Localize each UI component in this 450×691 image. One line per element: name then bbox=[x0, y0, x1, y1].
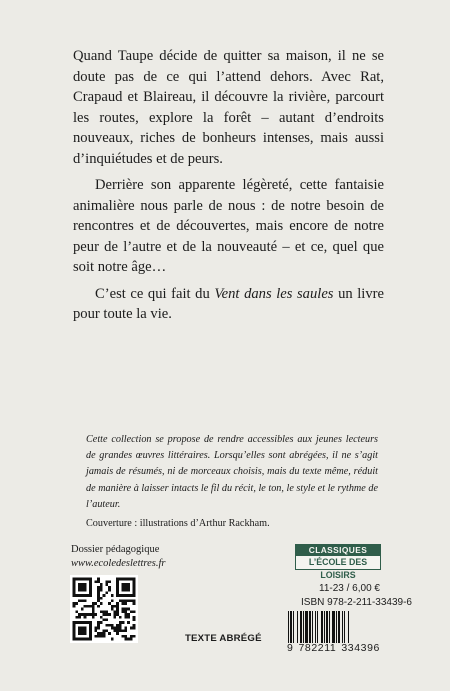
blurb-p3-start: C’est ce qui fait du bbox=[95, 285, 215, 302]
barcode-group-2: 334396 bbox=[341, 642, 380, 654]
blurb-paragraph-3 bbox=[73, 284, 384, 325]
blurb-paragraph-1: Quand Taupe décide de quitter sa maison, il ne se doute pas de ce qui l’attend dehors. Avec Rat, Crapaud et Blaireau, il découvre la rivière, parcourt les routes, explore la forêt – autant d’endroits nouveaux, riches de bonheurs intenses, mais aussi d’inquiétudes et de peurs. bbox=[73, 48, 384, 167]
blurb-text bbox=[73, 46, 384, 331]
blurb-paragraph-2: Derrière son apparente légèreté, cette fantaisie animalière nous parle de nous : de notre besoin de rencontres et de découvertes, mais encore de notre peur de l’autre et de la nouveauté – et ce, quel que soit notre âge… bbox=[73, 177, 384, 275]
price-label: 11-23 / 6,00 € bbox=[319, 583, 380, 594]
barcode-digits bbox=[287, 642, 383, 654]
publisher-name: L’ÉCOLE DES LOISIRS bbox=[296, 556, 380, 569]
series-name: CLASSIQUES bbox=[296, 545, 380, 556]
collection-note bbox=[86, 432, 378, 532]
collection-description: Cette collection se propose de rendre accessibles aux jeunes lecteurs de grandes œuvres littéraires. Lorsqu’elles sont abrégées, il ne s’agit jamais de résumés, ni de morceaux choisis, mais du texte même, réduit de manière à laisser intacts le fil du récit, le ton, le style et le rythme de l’auteur. bbox=[86, 434, 378, 510]
barcode bbox=[287, 611, 379, 643]
cover-credit: Couverture : illustrations d’Arthur Rackham. bbox=[86, 518, 270, 530]
dossier-link[interactable]: www.ecoledeslettres.fr bbox=[71, 558, 166, 569]
abridged-text-label: TEXTE ABRÉGÉ bbox=[185, 633, 262, 644]
dossier-label: Dossier pédagogique bbox=[71, 544, 160, 555]
blurb-p3-end: un livre pour toute la vie. bbox=[73, 285, 384, 322]
barcode-lead-digit: 9 bbox=[287, 642, 294, 654]
isbn-label: ISBN 978-2-211-33439-6 bbox=[301, 597, 412, 608]
teaching-dossier bbox=[71, 543, 166, 571]
book-title-reference: Vent dans les saules bbox=[214, 285, 334, 302]
qr-code[interactable] bbox=[70, 575, 138, 643]
series-badge bbox=[295, 544, 381, 580]
barcode-group-1: 782211 bbox=[298, 642, 337, 654]
